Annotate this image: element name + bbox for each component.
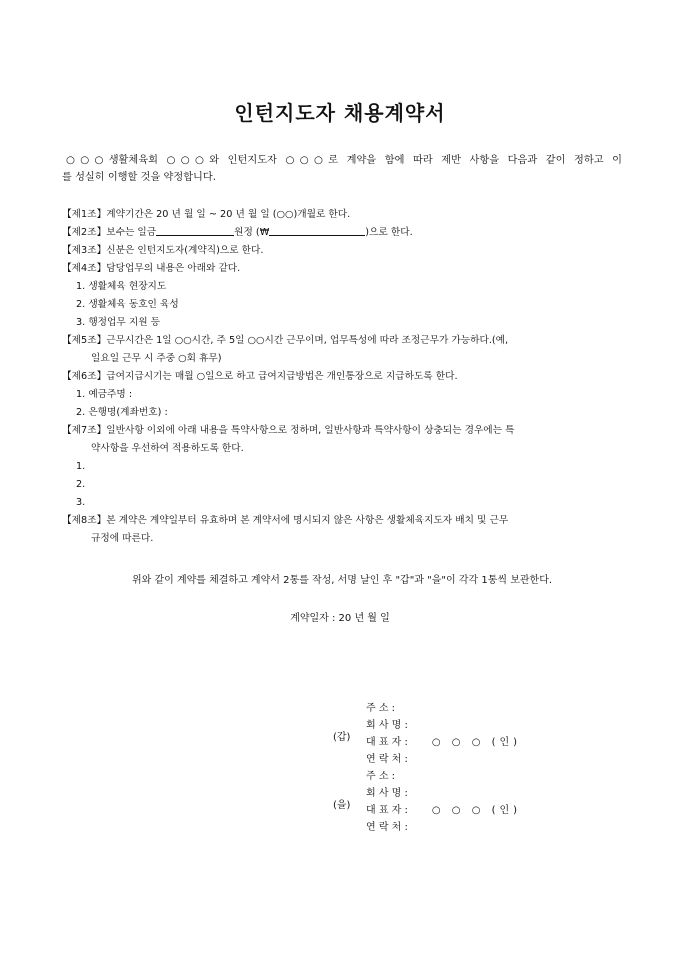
intro-paragraph [62,152,622,186]
intro-line-1: ○○○생활체육회 ○○○와 인턴지도자 ○○○로 계약을 함에 따라 제반 사항을 다음과 같이 정하고 이 [66,155,622,166]
party-a-company[interactable]: 회 사 명 : [366,720,408,731]
special-term-item[interactable]: 1. [76,461,86,472]
party-b-label: (을) [333,800,351,811]
contract-date: 계약일자 : 20 년 월 일 [290,613,390,624]
special-term-item[interactable]: 3. [76,497,86,508]
article-3 [62,242,628,260]
articles-section [62,206,628,548]
article-6 [62,368,628,386]
intro-line-2: 를 성실히 이행할 것을 약정합니다. [62,172,216,183]
article-8-continued: 규정에 따른다. [91,533,154,544]
party-a-fields [366,700,566,768]
party-a-signature: ○ ○ ○ (인) [431,737,522,748]
article-5-text: 근무시간은 1일 ○○시간, 주 5일 ○○시간 근무이며, 업무특성에 따라 조정근무가 가능하다.(예, [106,335,509,346]
article-1-text: 계약기간은 20 년 월 일 ~ 20 년 월 일 (○○)개월로 한다. [106,209,351,220]
closing-statement: 위와 같이 계약를 체결하고 계약서 2통를 작성, 서명 날인 후 "갑"과 "을"이 각각 1통씩 보관한다. [131,575,553,586]
party-b-signature: ○ ○ ○ (인) [431,805,522,816]
party-b-representative-row [366,802,566,819]
salary-amount-blank[interactable] [269,224,365,236]
article-5-label: 【제5조】 [62,335,107,346]
article-8-label: 【제8조】 [62,515,107,526]
article-2-label: 【제2조】 [62,227,107,238]
special-term-item[interactable]: 2. [76,479,86,490]
bank-account-field[interactable]: 2. 은행명(계좌번호) : [76,407,168,418]
article-7-continued: 약사항을 우선하여 적용하도록 한다. [91,443,244,454]
party-b-company[interactable]: 회 사 명 : [366,788,408,799]
party-b-contact[interactable]: 연 락 처 : [366,822,408,833]
document-title: 인턴지도자 채용계약서 [234,101,446,125]
article-4 [62,260,628,278]
article-3-text: 신분은 인턴지도자(계약직)으로 한다. [106,245,264,256]
article-2-mid: 원정 (₩ [234,227,270,238]
article-7-text: 일반사항 이외에 아래 내용을 특약사항으로 정하며, 일반사항과 특약사항이 상충되는 경우에는 특 [106,425,515,436]
article-1 [62,206,628,224]
account-holder-field[interactable]: 1. 예금주명 : [76,389,133,400]
article-6-text: 급여지급시기는 매월 ○일으로 하고 급여지급방법은 개인통장으로 지급하도록 한다. [106,371,458,382]
article-8-text: 본 계약은 계약일부터 유효하며 본 계약서에 명시되지 않은 사항은 생활체육지도자 배치 및 근무 [106,515,509,526]
article-1-label: 【제1조】 [62,209,107,220]
article-5 [62,332,628,350]
list-item: 2. 생활체육 동호인 육성 [76,299,179,310]
party-a-address[interactable]: 주 소 : [366,703,396,714]
article-2-post: )으로 한다. [365,227,413,238]
article-7-label: 【제7조】 [62,425,107,436]
article-5-continued: 일요일 근무 시 주중 ○회 휴무) [91,353,222,364]
salary-words-blank[interactable] [156,224,234,236]
party-b-fields [366,768,566,836]
article-4-text: 담당업무의 내용은 아래와 같다. [106,263,241,274]
party-a-representative[interactable]: 대 표 자 : [366,737,408,748]
party-b-address[interactable]: 주 소 : [366,771,396,782]
article-2-pre: 보수는 일금 [106,227,157,238]
list-item: 1. 생활체육 현장지도 [76,281,167,292]
article-8 [62,512,628,530]
article-2 [62,224,628,242]
party-a-label: (갑) [333,732,351,743]
article-3-label: 【제3조】 [62,245,107,256]
article-6-label: 【제6조】 [62,371,107,382]
list-item: 3. 행정업무 지원 등 [76,317,160,328]
party-b-representative[interactable]: 대 표 자 : [366,805,408,816]
party-a-representative-row [366,734,566,751]
article-7 [62,422,628,440]
party-a-contact[interactable]: 연 락 처 : [366,754,408,765]
article-4-label: 【제4조】 [62,263,107,274]
